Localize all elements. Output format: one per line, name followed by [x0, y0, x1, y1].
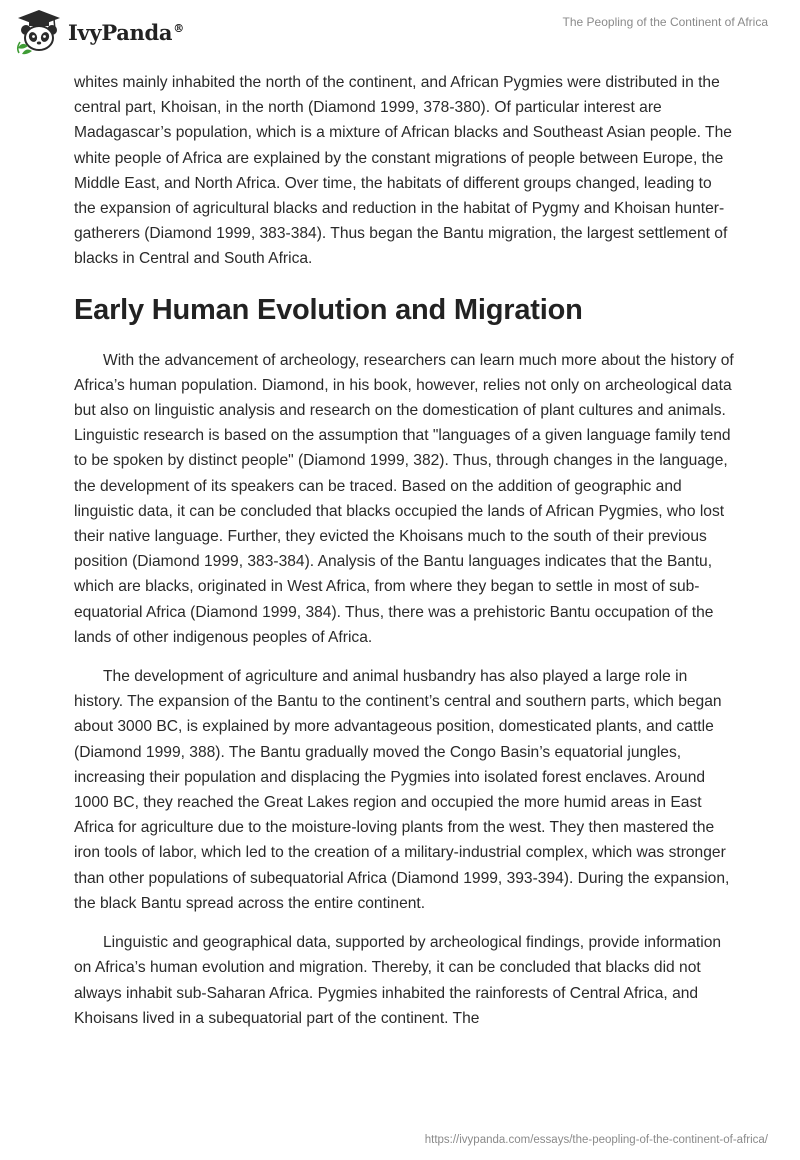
- source-url[interactable]: https://ivypanda.com/essays/the-peopling-of-the-continent-of-africa/: [424, 1134, 768, 1146]
- ivypanda-logo[interactable]: [14, 8, 184, 56]
- page-header: [0, 0, 800, 64]
- document-title: The Peopling of the Continent of Africa: [562, 15, 768, 29]
- brand-name: IvyPanda®: [68, 19, 184, 45]
- paragraph-agriculture: The development of agriculture and animal husbandry has also played a large role in history. The expansion of the Bantu to the continent’s central and southern parts, which began about 3000 BC, is explained by more advantageous position, domesticated plants, and cattle (Diamond 1999, 388). The Bantu gradually moved the Congo Basin’s equatorial jungles, increasing their population and displacing the Pygmies into isolated forest enclaves. Around 1000 BC, they reached the Great Lakes region and occupied the more humid areas in East Africa for agriculture due to the moisture-loving plants from the west. They then mastered the iron tools of labor, which led to the creation of a military-industrial complex, which was stronger than other populations of subequatorial Africa (Diamond 1999, 393-394). During the expansion, the black Bantu spread across the entire continent.: [74, 668, 730, 912]
- panda-graduate-icon: [14, 8, 64, 56]
- paragraph-archeology: With the advancement of archeology, researchers can learn much more about the history of Africa’s human population. Diamond, in his book, however, relies not only on archeological data but also on linguistic analysis and research on the domestication of plant cultures and animals. Linguistic research is based on the assumption that "languages of a given language family tend to be spoken by distinct people" (Diamond 1999, 382). Thus, through changes in the language, the development of its speakers can be traced. Based on the addition of geographic and linguistic data, it can be concluded that blacks occupied the lands of African Pygmies, who lost their native language. Further, they evicted the Khoisans much to the south of their previous position (Diamond 1999, 383-384). Analysis of the Bantu languages indicates that the Bantu, which are blacks, originated in West Africa, from where they began to settle in most of sub-equatorial Africa (Diamond 1999, 384). Thus, there was a prehistoric Bantu occupation of the lands of other indigenous peoples of Africa.: [74, 351, 734, 646]
- section-heading: Early Human Evolution and Migration: [74, 293, 583, 326]
- article-body: [74, 70, 734, 1045]
- paragraph-continued: whites mainly inhabited the north of the continent, and African Pygmies were distributed in the central part, Khoisan, in the north (Diamond 1999, 378-380). Of particular interest are Madagascar’s population, which is a mixture of African blacks and Southeast Asian people. The white people of Africa are explained by the constant migrations of people between Europe, the Middle East, and North Africa. Over time, the habitats of different groups changed, leading to the expansion of agricultural blacks and reduction in the habitat of Pygmy and Khoisan hunter-gatherers (Diamond 1999, 383-384). Thus began the Bantu migration, the largest settlement of blacks in Central and South Africa.: [74, 74, 732, 268]
- registered-mark: ®: [173, 21, 184, 35]
- paragraph-conclusion: Linguistic and geographical data, supported by archeological findings, provide information on Africa’s human evolution and migration. Thereby, it can be concluded that blacks did not always inhabit sub-Saharan Africa. Pygmies inhabited the rainforests of Central Africa, and Khoisans lived in a subequatorial part of the continent. The: [74, 934, 722, 1027]
